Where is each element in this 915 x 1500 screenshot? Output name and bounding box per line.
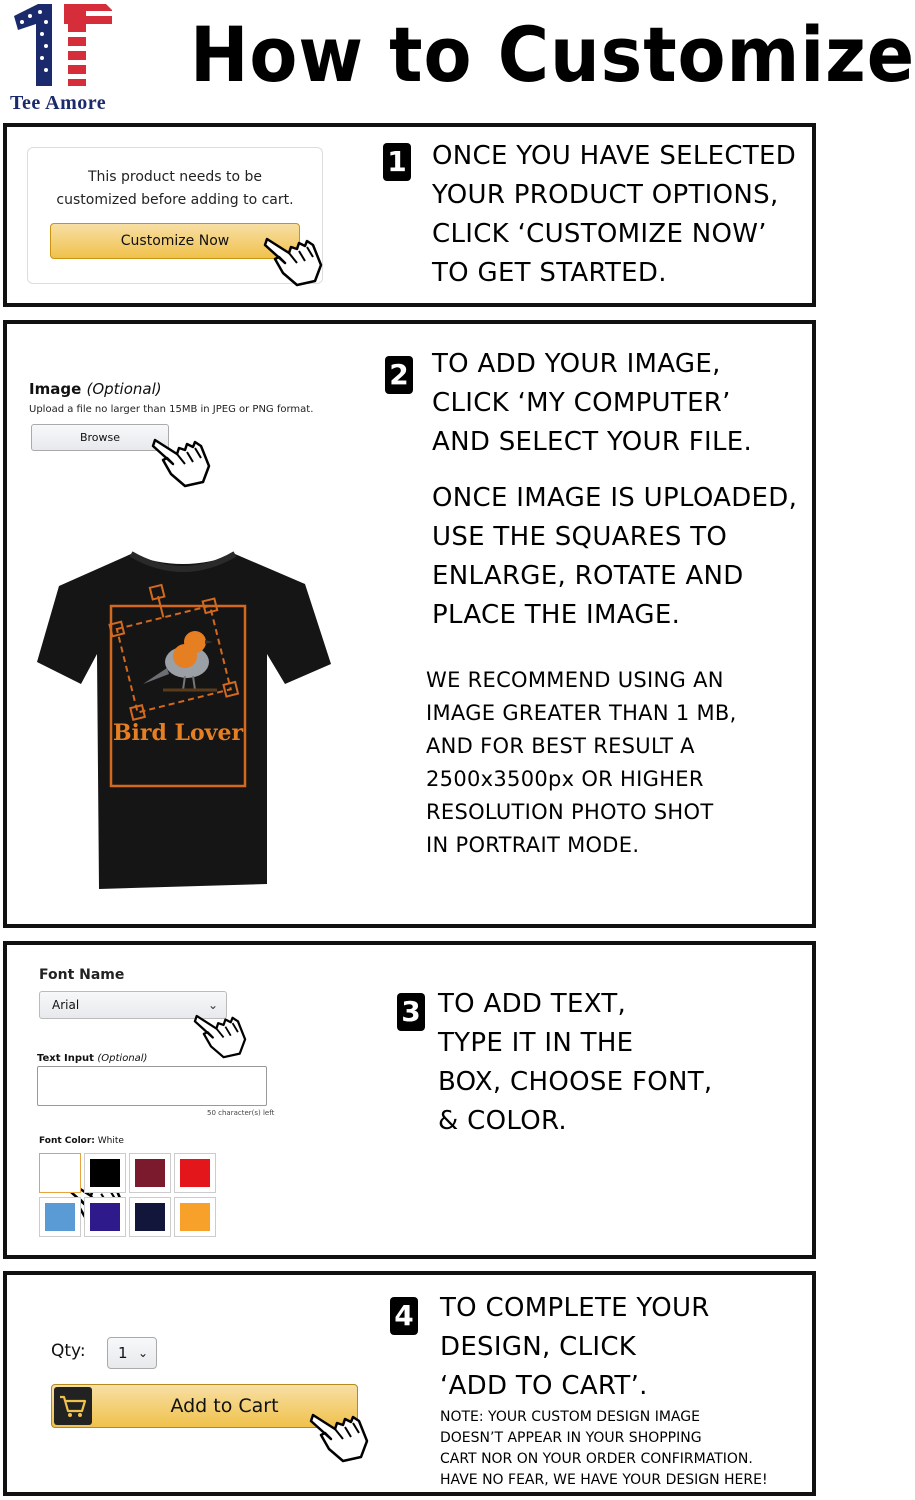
step-1-line: YOUR PRODUCT OPTIONS, bbox=[432, 180, 779, 210]
step-4-text bbox=[440, 1289, 710, 1406]
recommendation-line: WE RECOMMEND USING AN bbox=[426, 668, 724, 692]
step-number-1: 1 bbox=[383, 143, 411, 181]
color-swatch[interactable] bbox=[39, 1197, 81, 1237]
image-optional-text: (Optional) bbox=[86, 380, 162, 398]
add-to-cart-label: Add to Cart bbox=[170, 1395, 279, 1417]
recommendation-line: IN PORTRAIT MODE. bbox=[426, 833, 640, 857]
step-1-line: TO GET STARTED. bbox=[432, 258, 667, 288]
logo-mark-icon bbox=[8, 2, 118, 94]
qty-label: Qty: bbox=[51, 1341, 86, 1361]
image-field-label bbox=[29, 380, 162, 398]
step-1-panel bbox=[3, 123, 816, 307]
font-select-value: Arial bbox=[52, 998, 80, 1012]
color-swatch-fill bbox=[45, 1203, 75, 1231]
note-line: CART NOR ON YOUR ORDER CONFIRMATION. bbox=[440, 1451, 753, 1467]
hand-pointer-icon bbox=[191, 1007, 249, 1059]
color-swatch[interactable] bbox=[84, 1197, 126, 1237]
customize-message-line: customized before adding to cart. bbox=[56, 192, 294, 208]
color-swatch[interactable] bbox=[174, 1153, 216, 1193]
step-2-line: CLICK ‘MY COMPUTER’ bbox=[432, 388, 731, 418]
color-swatch-fill bbox=[135, 1159, 165, 1187]
step-number-2: 2 bbox=[385, 356, 413, 394]
color-swatch[interactable] bbox=[84, 1153, 126, 1193]
step-2-line: ONCE IMAGE IS UPLOADED, bbox=[432, 483, 798, 513]
chevron-down-icon: ⌄ bbox=[207, 998, 218, 1012]
recommendation-line: IMAGE GREATER THAN 1 MB, bbox=[426, 701, 737, 725]
color-swatch-fill bbox=[180, 1159, 210, 1187]
color-swatch-fill bbox=[90, 1159, 120, 1187]
recommendation-line: RESOLUTION PHOTO SHOT bbox=[426, 800, 714, 824]
step-2-panel bbox=[3, 320, 816, 928]
note-line: DOESN’T APPEAR IN YOUR SHOPPING bbox=[440, 1430, 702, 1446]
step-3-panel bbox=[3, 941, 816, 1259]
step-2-line: TO ADD YOUR IMAGE, bbox=[432, 349, 721, 379]
step-1-line: CLICK ‘CUSTOMIZE NOW’ bbox=[432, 219, 767, 249]
step-1-line: ONCE YOU HAVE SELECTED bbox=[432, 141, 797, 171]
browse-button[interactable]: Browse bbox=[31, 424, 169, 451]
image-label-text: Image bbox=[29, 380, 82, 398]
step-2-text bbox=[432, 345, 752, 462]
chevron-down-icon: ⌄ bbox=[137, 1346, 148, 1360]
note-line: HAVE NO FEAR, WE HAVE YOUR DESIGN HERE! bbox=[440, 1472, 768, 1488]
customize-message-line: This product needs to be bbox=[87, 169, 263, 185]
note-line: NOTE: YOUR CUSTOM DESIGN IMAGE bbox=[440, 1409, 700, 1425]
shirt-design-text: Bird Lover bbox=[112, 720, 244, 746]
hand-pointer-icon bbox=[261, 229, 325, 287]
color-swatch[interactable] bbox=[39, 1153, 81, 1193]
color-swatch[interactable] bbox=[129, 1197, 171, 1237]
step-number-4: 4 bbox=[390, 1297, 418, 1335]
hand-pointer-icon bbox=[149, 430, 213, 488]
color-swatch-fill bbox=[90, 1203, 120, 1231]
page-title: How to Customize bbox=[190, 10, 915, 99]
step-3-line: & COLOR. bbox=[438, 1106, 567, 1136]
brand-name: Tee Amore bbox=[10, 92, 107, 114]
step-4-line: TO COMPLETE YOUR bbox=[440, 1293, 710, 1323]
step-2-line: USE THE SQUARES TO bbox=[432, 522, 728, 552]
font-name-label: Font Name bbox=[39, 967, 125, 983]
text-input-field[interactable] bbox=[37, 1066, 267, 1106]
customize-now-button[interactable]: Customize Now bbox=[50, 223, 300, 259]
step-3-line: TYPE IT IN THE bbox=[438, 1028, 634, 1058]
text-input-label bbox=[37, 1053, 147, 1064]
recommendation-line: 2500x3500px OR HIGHER bbox=[426, 767, 704, 791]
step-3-line: BOX, CHOOSE FONT, bbox=[438, 1067, 713, 1097]
color-swatch[interactable] bbox=[129, 1153, 171, 1193]
step-2-line: AND SELECT YOUR FILE. bbox=[432, 427, 753, 457]
step-2-recommendation bbox=[426, 664, 737, 862]
upload-hint: Upload a file no larger than 15MB in JPEG or PNG format. bbox=[29, 404, 314, 415]
tshirt-icon bbox=[35, 544, 331, 894]
color-swatch[interactable] bbox=[174, 1197, 216, 1237]
font-color-label-text: Font Color: bbox=[39, 1136, 95, 1146]
text-input-optional: (Optional) bbox=[97, 1053, 148, 1064]
hand-pointer-icon bbox=[307, 1405, 371, 1463]
recommendation-line: AND FOR BEST RESULT A bbox=[426, 734, 695, 758]
step-3-text bbox=[438, 985, 712, 1141]
step-number-3: 3 bbox=[397, 993, 425, 1031]
tshirt-preview bbox=[35, 544, 331, 894]
cart-icon bbox=[54, 1387, 92, 1425]
font-color-value: White bbox=[97, 1136, 124, 1146]
step-2-line: ENLARGE, ROTATE AND bbox=[432, 561, 744, 591]
step-4-note bbox=[440, 1407, 768, 1491]
color-swatch-fill bbox=[45, 1159, 75, 1187]
font-color-label bbox=[39, 1136, 124, 1146]
step-2-line: PLACE THE IMAGE. bbox=[432, 600, 681, 630]
color-swatch-fill bbox=[180, 1203, 210, 1231]
step-2-text-b bbox=[432, 479, 797, 635]
step-4-line: ‘ADD TO CART’. bbox=[440, 1371, 648, 1401]
qty-value: 1 bbox=[118, 1344, 128, 1362]
color-swatch-fill bbox=[135, 1203, 165, 1231]
step-1-text bbox=[432, 137, 796, 293]
qty-select[interactable] bbox=[107, 1337, 157, 1369]
step-4-line: DESIGN, CLICK bbox=[440, 1332, 637, 1362]
step-3-line: TO ADD TEXT, bbox=[438, 989, 627, 1019]
char-count: 50 character(s) left bbox=[207, 1109, 275, 1117]
text-input-label-text: Text Input bbox=[37, 1053, 94, 1064]
step-4-panel bbox=[3, 1271, 816, 1496]
customize-message bbox=[28, 166, 322, 212]
